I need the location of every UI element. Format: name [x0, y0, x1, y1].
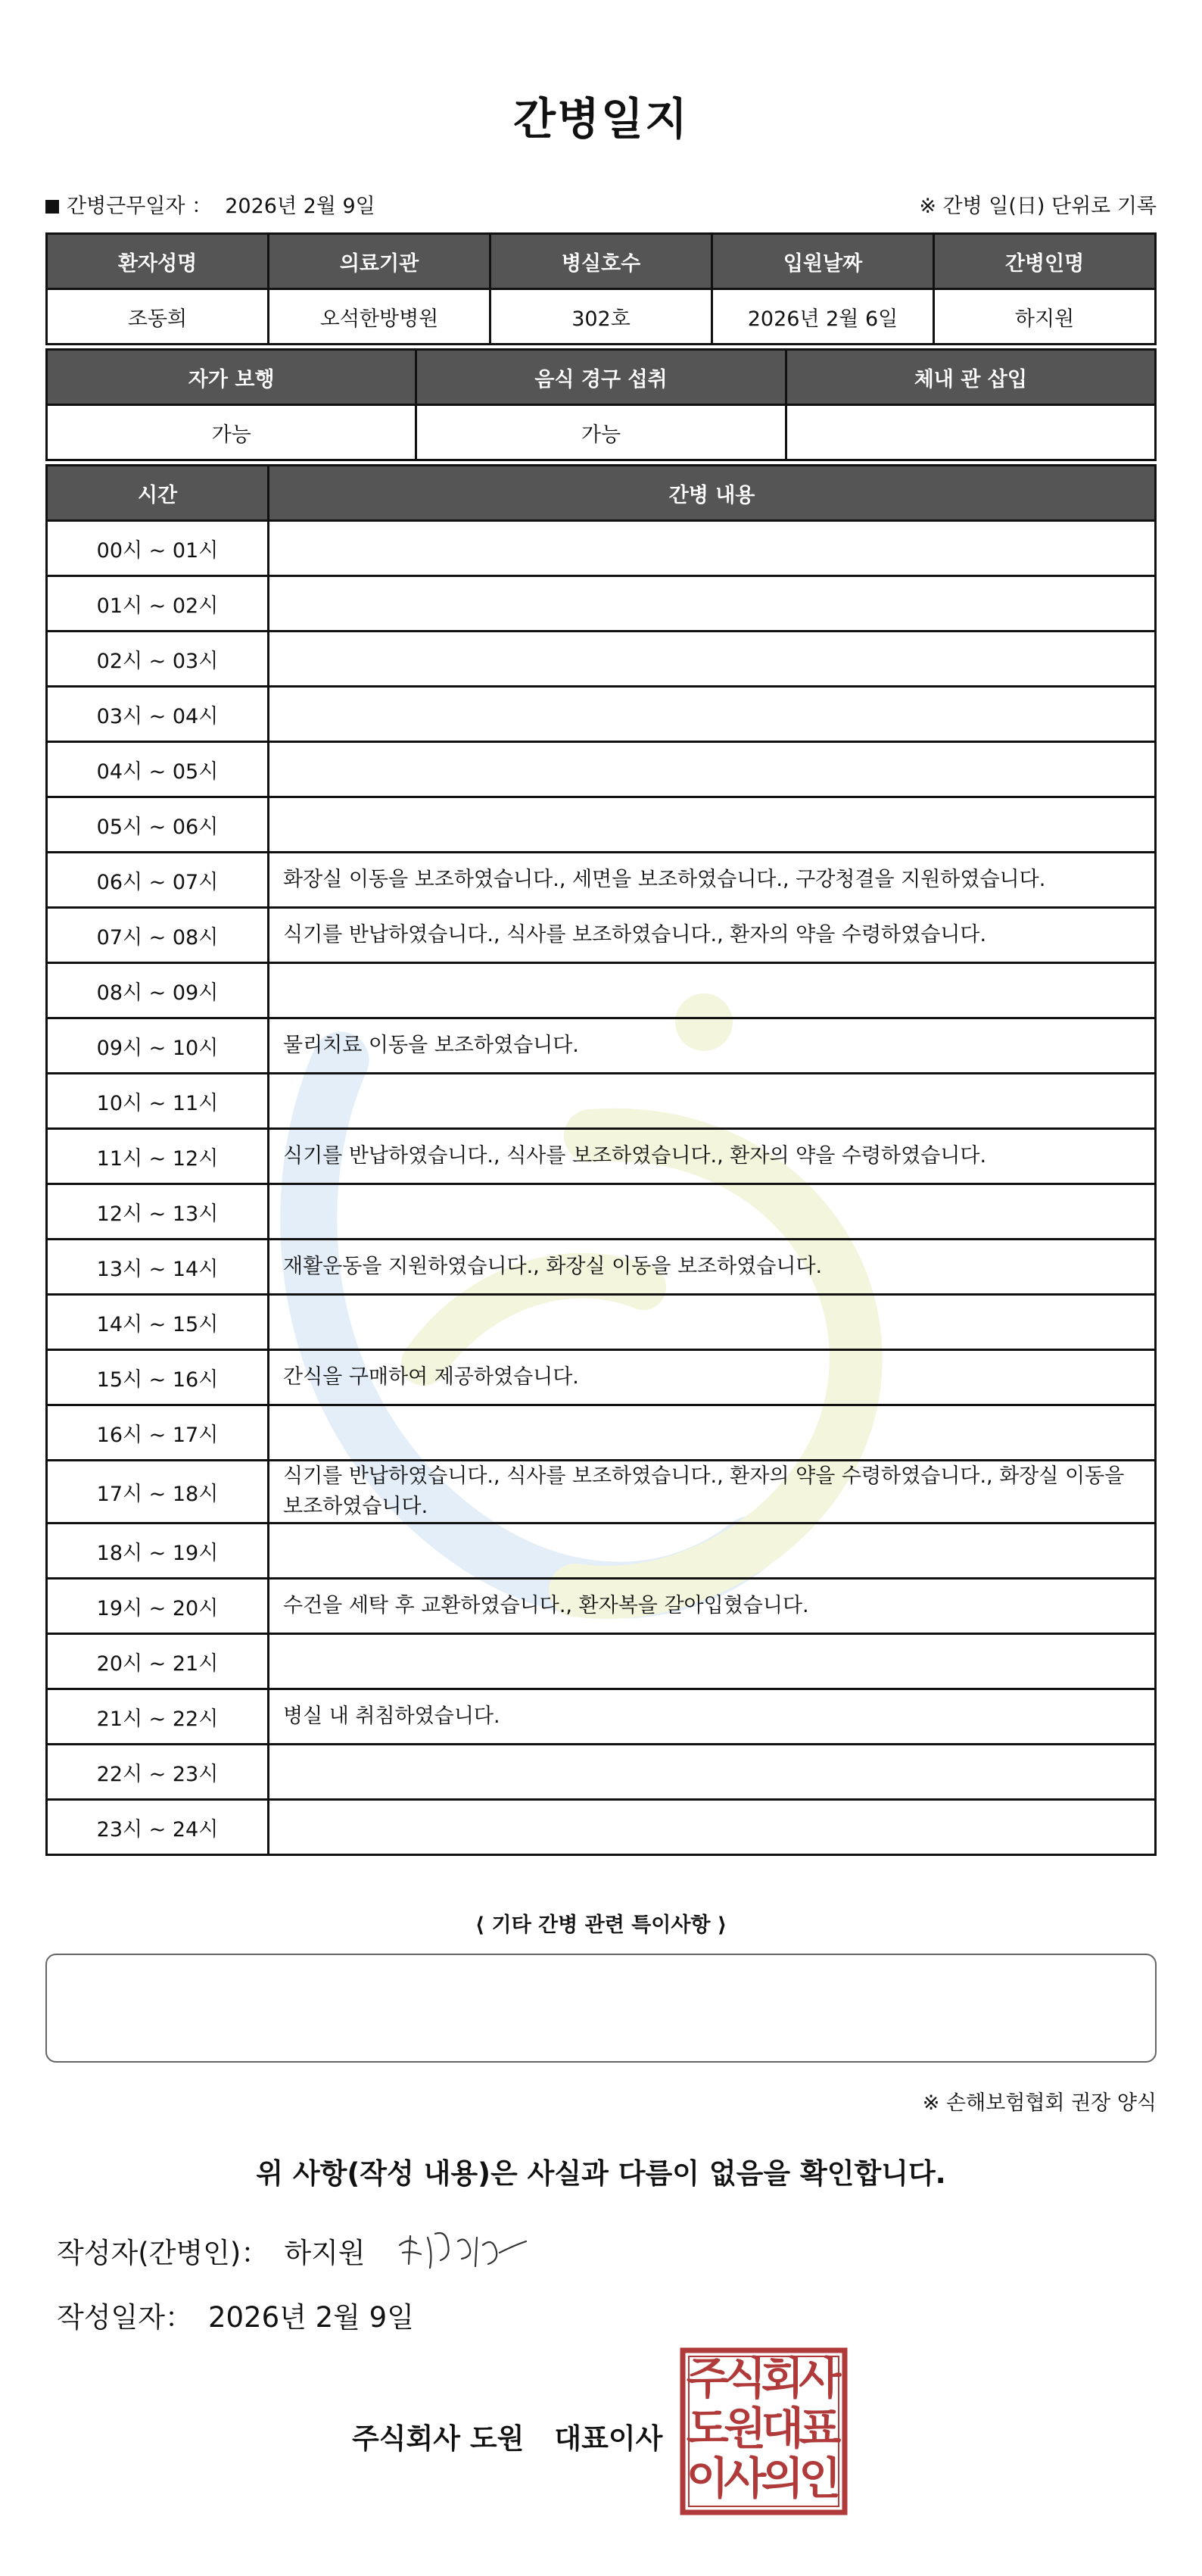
- log-row: [47, 1634, 1156, 1689]
- document-title: 간병일지: [512, 93, 690, 145]
- hospital-header: 의료기관: [269, 234, 490, 289]
- header-meta-row: [45, 189, 1157, 220]
- admission-date-value: 2026년 2월 6일: [712, 289, 934, 345]
- seal-character: 회: [761, 2352, 804, 2404]
- log-time-cell: 00시 ~ 01시: [47, 521, 269, 576]
- log-body: [47, 521, 1156, 1855]
- log-time-cell: 04시 ~ 05시: [47, 742, 269, 797]
- log-content-cell: 식기를 반납하였습니다., 식사를 보조하였습니다., 환자의 약을 수령하였습니다.: [269, 908, 1156, 963]
- special-notes-title: ⟨ 기타 간병 관련 특이사항 ⟩: [475, 1913, 727, 1937]
- log-time-cell: 13시 ~ 14시: [47, 1240, 269, 1295]
- written-date-value: 2026년 2월 9일: [207, 2301, 414, 2334]
- log-content-cell: 화장실 이동을 보조하였습니다., 세면을 보조하였습니다., 구강청결을 지원하였습니다.: [269, 853, 1156, 908]
- log-content-cell: [269, 1523, 1156, 1579]
- log-row: [47, 1240, 1156, 1295]
- log-content-cell: [269, 632, 1156, 687]
- recommend-note: ※ 손해보험협회 권장 양식: [922, 2091, 1157, 2115]
- company-name: 주식회사 도원: [352, 2422, 525, 2455]
- log-row: [47, 742, 1156, 797]
- log-time-cell: 23시 ~ 24시: [47, 1800, 269, 1855]
- written-date-line: [57, 2294, 414, 2335]
- seal-character: 원: [724, 2402, 767, 2454]
- writer-label: 작성자(간병인)：: [57, 2237, 269, 2269]
- work-date-label: 간병근무일자 ：: [67, 195, 213, 218]
- log-row: [47, 1184, 1156, 1240]
- log-time-cell: 03시 ~ 04시: [47, 687, 269, 742]
- log-content-cell: [269, 576, 1156, 632]
- log-row: [47, 1579, 1156, 1634]
- log-row: [47, 576, 1156, 632]
- log-row: [47, 1461, 1156, 1523]
- log-row: [47, 908, 1156, 963]
- log-row: [47, 1800, 1156, 1855]
- ability-value-row: [47, 405, 1156, 460]
- log-content-cell: 식기를 반납하였습니다., 식사를 보조하였습니다., 환자의 약을 수령하였습니다., 화장실 이동을 보조하였습니다.: [269, 1461, 1156, 1523]
- walking-value: 가능: [47, 405, 416, 460]
- log-row: [47, 521, 1156, 576]
- log-row: [47, 853, 1156, 908]
- room-value: 302호: [490, 289, 712, 345]
- log-time-cell: 02시 ~ 03시: [47, 632, 269, 687]
- seal-character: 대: [761, 2402, 804, 2454]
- rep-title: 대표이사: [554, 2422, 663, 2455]
- square-bullet-icon: [45, 200, 59, 214]
- log-row: [47, 632, 1156, 687]
- seal-character: 사: [799, 2352, 842, 2404]
- tube-header: 체내 관 삽입: [786, 350, 1155, 405]
- log-time-cell: 09시 ~ 10시: [47, 1018, 269, 1074]
- log-time-cell: 15시 ~ 16시: [47, 1350, 269, 1405]
- walking-header: 자가 보행: [47, 350, 416, 405]
- care-log-table: [45, 464, 1157, 1856]
- writer-line: [57, 2230, 366, 2271]
- log-content-cell: [269, 687, 1156, 742]
- log-time-cell: 06시 ~ 07시: [47, 853, 269, 908]
- log-time-cell: 16시 ~ 17시: [47, 1405, 269, 1461]
- log-header-row: [47, 466, 1156, 521]
- log-content-cell: 식기를 반납하였습니다., 식사를 보조하였습니다., 환자의 약을 수령하였습니다.: [269, 1129, 1156, 1184]
- seal-character: 의: [761, 2452, 804, 2504]
- log-content-cell: [269, 742, 1156, 797]
- log-time-cell: 05시 ~ 06시: [47, 797, 269, 853]
- oral-intake-header: 음식 경구 섭취: [416, 350, 786, 405]
- log-time-cell: 17시 ~ 18시: [47, 1461, 269, 1523]
- log-time-cell: 07시 ~ 08시: [47, 908, 269, 963]
- log-time-cell: 18시 ~ 19시: [47, 1523, 269, 1579]
- log-row: [47, 1295, 1156, 1350]
- hospital-value: 오석한방병원: [269, 289, 490, 345]
- patient-header-row: [47, 234, 1156, 289]
- log-content-cell: [269, 1405, 1156, 1461]
- patient-name-value: 조동희: [47, 289, 269, 345]
- log-time-cell: 21시 ~ 22시: [47, 1689, 269, 1745]
- log-row: [47, 1350, 1156, 1405]
- patient-ability-table: [45, 348, 1157, 461]
- log-time-cell: 19시 ~ 20시: [47, 1579, 269, 1634]
- ability-header-row: [47, 350, 1156, 405]
- log-row: [47, 1129, 1156, 1184]
- caregiver-value: 하지원: [934, 289, 1156, 345]
- log-content-cell: [269, 1800, 1156, 1855]
- log-content-cell: [269, 963, 1156, 1018]
- log-row: [47, 1405, 1156, 1461]
- time-header: 시간: [47, 466, 269, 521]
- patient-name-header: 환자성명: [47, 234, 269, 289]
- confirm-statement: 위 사항(작성 내용)은 사실과 다름이 없음을 확인합니다.: [256, 2157, 946, 2190]
- log-content-cell: 간식을 구매하여 제공하였습니다.: [269, 1350, 1156, 1405]
- special-notes-box: [45, 1954, 1157, 2063]
- log-time-cell: 11시 ~ 12시: [47, 1129, 269, 1184]
- log-content-cell: 수건을 세탁 후 교환하였습니다., 환자복을 갈아입혔습니다.: [269, 1579, 1156, 1634]
- log-content-cell: [269, 1295, 1156, 1350]
- log-row: [47, 1523, 1156, 1579]
- signature-icon: [394, 2222, 530, 2275]
- company-line: [352, 2415, 662, 2456]
- seal-character: 인: [799, 2452, 842, 2504]
- patient-info-table: [45, 232, 1157, 345]
- log-content-cell: [269, 797, 1156, 853]
- company-seal-icon: [680, 2347, 848, 2515]
- written-date-label: 작성일자：: [57, 2301, 193, 2334]
- log-time-cell: 10시 ~ 11시: [47, 1074, 269, 1129]
- log-content-cell: [269, 1074, 1156, 1129]
- seal-character: 사: [724, 2452, 767, 2504]
- log-row: [47, 963, 1156, 1018]
- log-content-cell: 재활운동을 지원하였습니다., 화장실 이동을 보조하였습니다.: [269, 1240, 1156, 1295]
- log-row: [47, 1074, 1156, 1129]
- log-row: [47, 687, 1156, 742]
- seal-character: 이: [686, 2452, 729, 2504]
- seal-character: 식: [724, 2352, 767, 2404]
- log-time-cell: 22시 ~ 23시: [47, 1745, 269, 1800]
- patient-value-row: [47, 289, 1156, 345]
- log-content-cell: [269, 1745, 1156, 1800]
- log-time-cell: 12시 ~ 13시: [47, 1184, 269, 1240]
- log-row: [47, 1689, 1156, 1745]
- admission-date-header: 입원날짜: [712, 234, 934, 289]
- unit-note: ※ 간병 일(日) 단위로 기록: [919, 195, 1157, 218]
- log-content-cell: 물리치료 이동을 보조하였습니다.: [269, 1018, 1156, 1074]
- room-header: 병실호수: [490, 234, 712, 289]
- oral-intake-value: 가능: [416, 405, 786, 460]
- log-time-cell: 01시 ~ 02시: [47, 576, 269, 632]
- log-content-cell: [269, 521, 1156, 576]
- log-content-cell: 병실 내 취침하였습니다.: [269, 1689, 1156, 1745]
- seal-character: 표: [799, 2402, 842, 2454]
- log-row: [47, 1745, 1156, 1800]
- seal-character: 도: [686, 2402, 729, 2454]
- work-date-value: 2026년 2월 9일: [225, 195, 375, 218]
- content-header: 간병 내용: [269, 466, 1156, 521]
- work-date-block: [45, 189, 375, 219]
- log-row: [47, 797, 1156, 853]
- log-content-cell: [269, 1184, 1156, 1240]
- log-content-cell: [269, 1634, 1156, 1689]
- tube-value: [786, 405, 1155, 460]
- log-time-cell: 08시 ~ 09시: [47, 963, 269, 1018]
- caregiver-header: 간병인명: [934, 234, 1156, 289]
- log-time-cell: 20시 ~ 21시: [47, 1634, 269, 1689]
- log-time-cell: 14시 ~ 15시: [47, 1295, 269, 1350]
- seal-character: 주: [686, 2352, 729, 2404]
- writer-name: 하지원: [284, 2237, 366, 2269]
- log-row: [47, 1018, 1156, 1074]
